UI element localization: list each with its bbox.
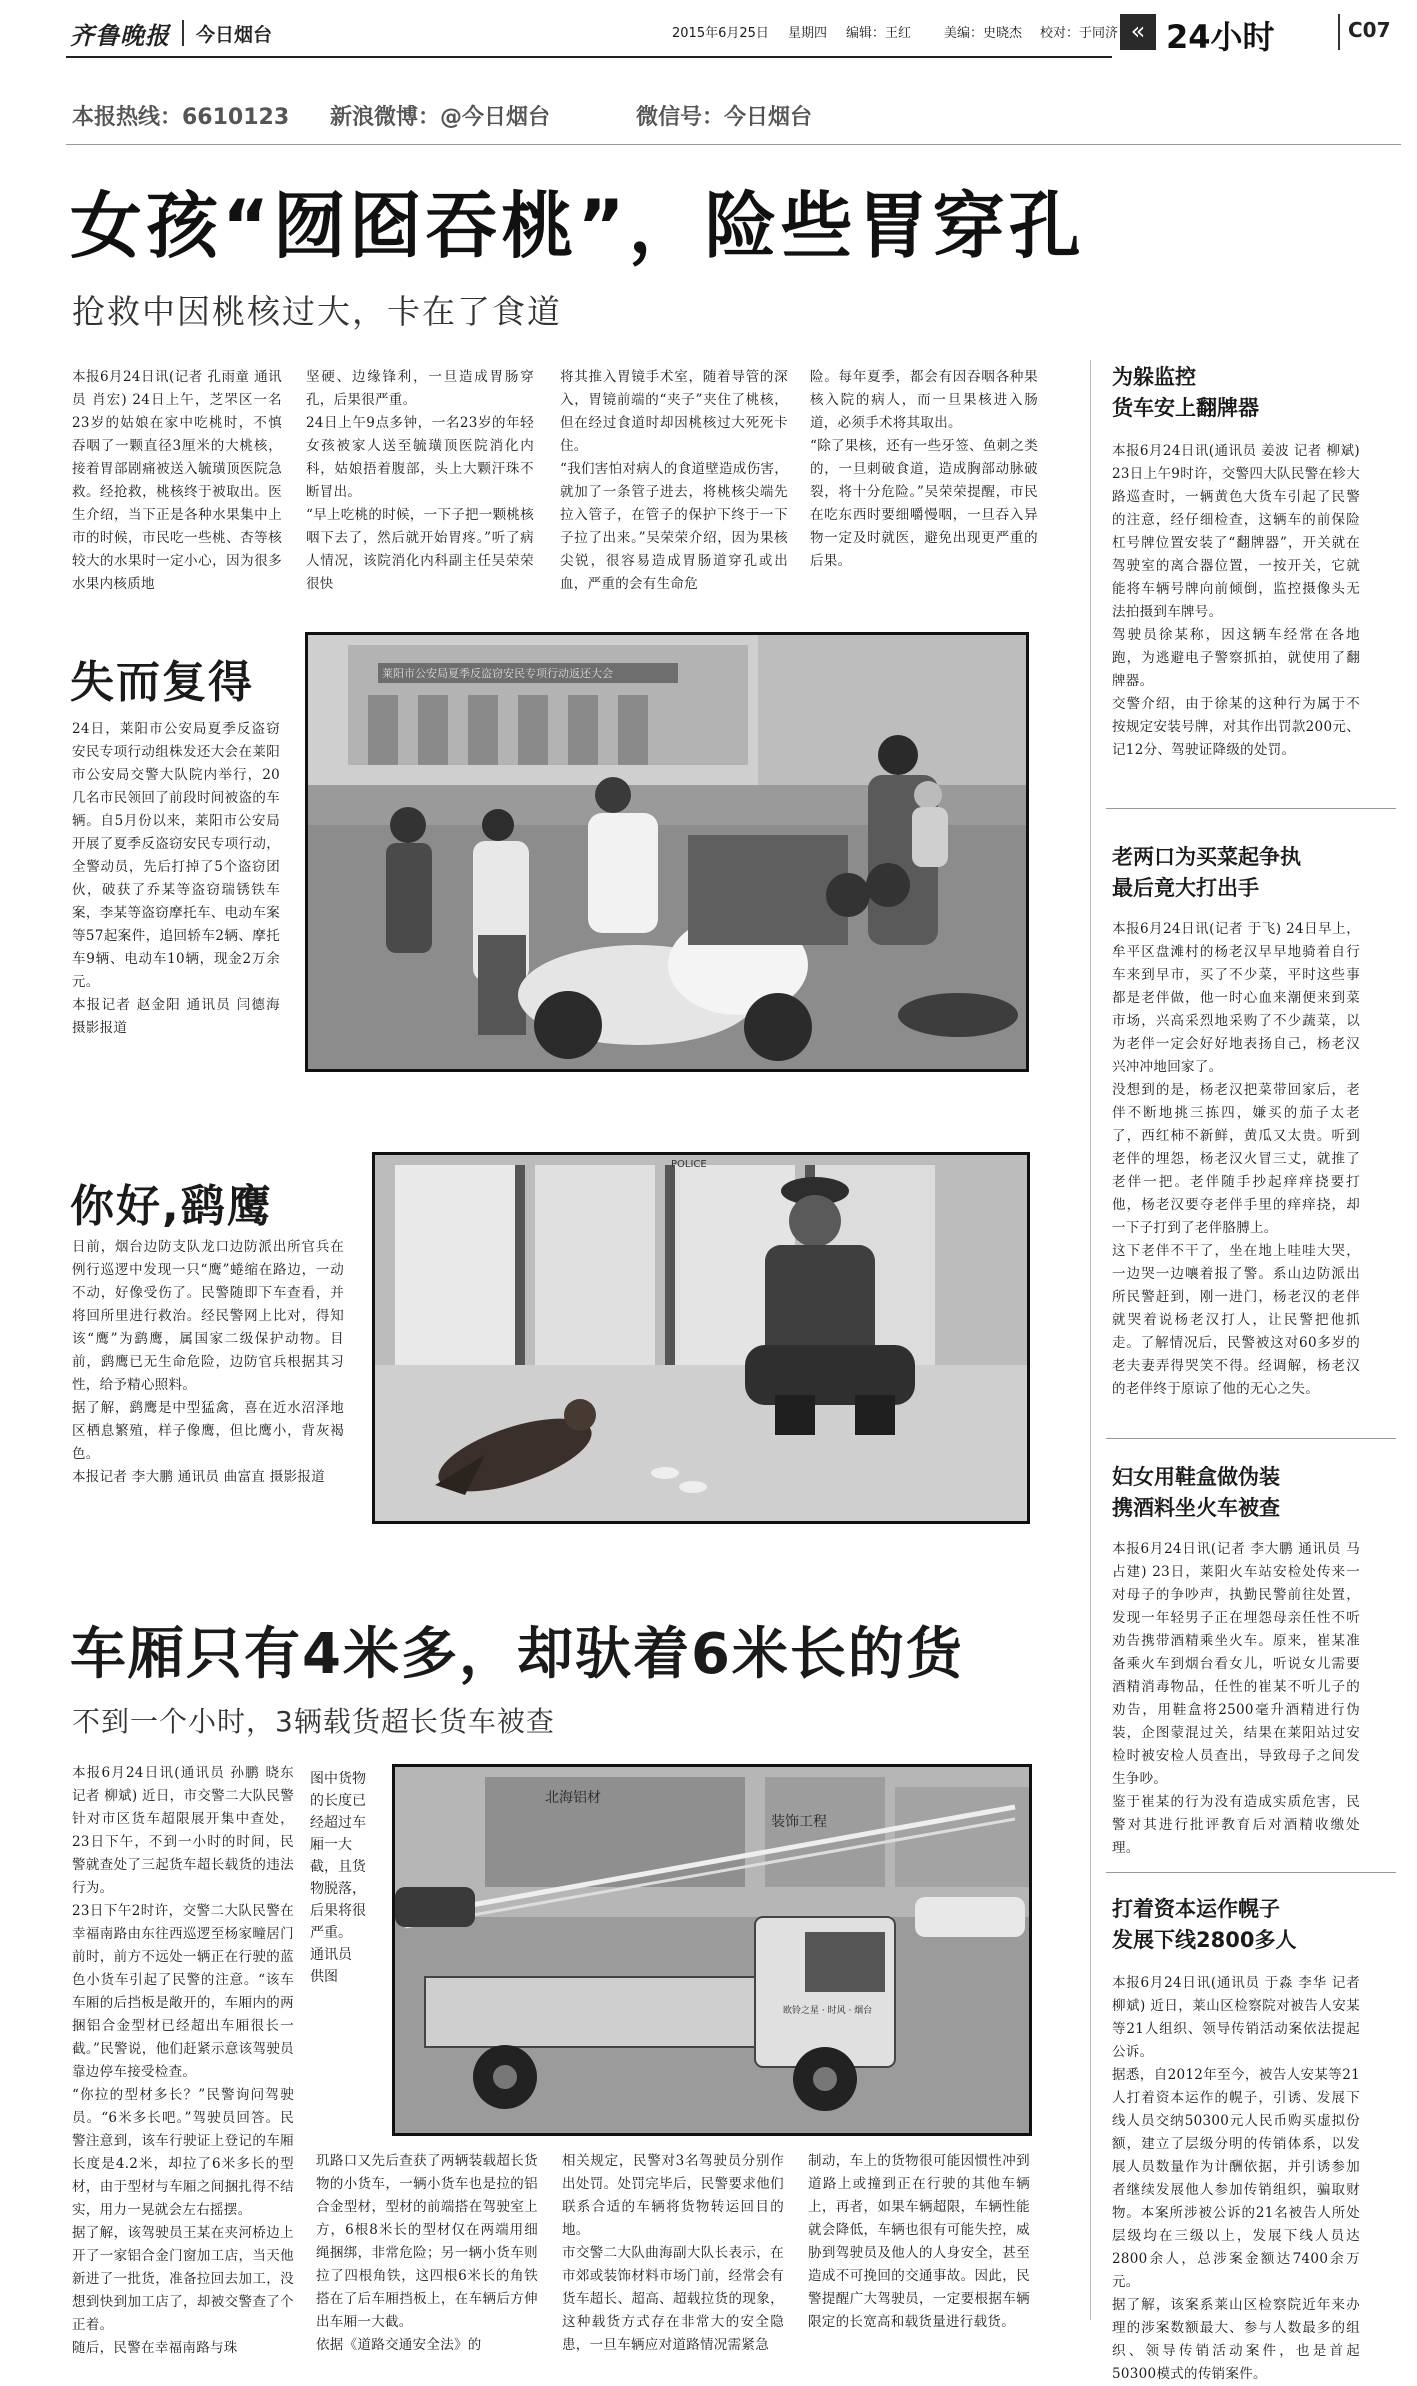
masthead-designer: 美编：史晓杰 <box>944 26 1023 41</box>
wechat: 微信号：今日烟台 <box>636 105 813 130</box>
column-marker-icon: « <box>1120 14 1156 50</box>
story3-body: 日前，烟台边防支队龙口边防派出所官兵在例行巡逻中发现一只“鹰”蜷缩在路边，一动不动，好像受伤了。民警随即下车查看，并将回所里进行救治。经民警网上比对，得知该“鹰”为鹞鹰，属国家二级保护动物。目前，鹞鹰已无生命危险，边防官兵根据其习性，给予精心照料。 据了解，鹞鹰是中型猛禽，喜在近水沼泽地区栖息繁殖，样子像鹰，但比鹰小，背灰褐色。 本报记者 李大鹏 通讯员 曲富直 摄影报道 <box>72 1239 344 1485</box>
sidebar-rule-1 <box>1106 808 1396 809</box>
sidebar-2-headline: 老两口为买菜起争执 最后竟大打出手 <box>1112 845 1301 900</box>
masthead-divider <box>182 20 184 46</box>
column-title: 24小时 <box>1166 18 1275 56</box>
police-hawk-illustration <box>375 1155 1027 1521</box>
sidebar-3-body: 本报6月24日讯(记者 李大鹏 通讯员 马占建) 23日，莱阳火车站安检处传来一对母子的争吵声，执勤民警前往处置，发现一年轻男子正在埋怨母亲任性不听劝告携带酒精乘坐火车。原来，崔某准备乘火车到烟台看女儿，听说女儿需要酒精消毒物品，任性的崔某不听儿子的劝告，用鞋盒将2500毫升酒精进行伪装，企图蒙混过关，结果在莱阳站过安检时被安检人员查出，导致母子之间发生争吵。 鉴于崔某的行为没有造成实质危害，民警对其进行批评教育后对酒精收缴处理。 <box>1112 1541 1360 1856</box>
page-number: C07 <box>1348 18 1391 42</box>
sidebar-4-headline: 打着资本运作幌子 发展下线2800多人 <box>1112 1897 1297 1952</box>
story4-subheadline: 不到一个小时，3辆载货超长货车被查 <box>72 1705 555 1738</box>
story4-column-4: 制动，车上的货物很可能因惯性冲到道路上或撞到正在行驶的其他车辆上，再者，如果车辆超限，车辆性能就会降低，车辆也很有可能失控，威胁到驾驶员及他人的人身安全，甚至造成不可挽回的交通事故。因此，民警提醒广大驾驶员，一定要根据车辆限定的长宽高和载货量进行载货。 <box>808 2153 1030 2330</box>
sidebar-4-body: 本报6月24日讯(通讯员 于淼 李华 记者 柳斌) 近日，莱山区检察院对被告人安某等21人组织、领导传销活动案依法提起公诉。 据悉，自2012年至今，被告人安某等21人打着资本运作的幌子，引诱、发展下线人员交纳50300元人民币购买虚拟份额，建立了层级分明的传销体系，以发展人员数量作为计酬依据，并引诱参加者继续发展他人参加传销组织，骗取财物。本案所涉被公诉的21名被告人所处层级均在三级以上，发展下线人员达2800余人，总涉案金额达7400余万元。 据了解，该案系莱山区检察院近年来办理的涉案数额最大、参与人数最多的组织、领导传销活动案件，也是首起50300模式的传销案件。 <box>1112 1975 1360 2382</box>
story4-photo-sign-1: 北海铝材 <box>545 1790 601 1806</box>
story4-photo-sign-2: 装饰工程 <box>771 1814 827 1830</box>
story1-subheadline: 抢救中因桃核过大，卡在了食道 <box>72 292 562 331</box>
masthead-logo: 齐鲁晚报 <box>70 21 170 50</box>
story3-headline: 你好,鹞鹰 <box>70 1181 273 1232</box>
story1-column-4: 险。每年夏季，都会有因吞咽各种果核入院的病人，而一旦果核进入肠道，必须手术将其取出。 “除了果核，还有一些牙签、鱼刺之类的，一旦刺破食道，造成胸部动脉破裂，将十分危险。”吴荣荣提醒，市民在吃东西时要细嚼慢咽，一旦吞入异物一定及时就医，避免出现更严重的后果。 <box>810 369 1039 569</box>
sidebar-2-body: 本报6月24日讯(记者 于飞) 24日早上，牟平区盘滩村的杨老汉早早地骑着自行车来到早市，买了不少菜，平时这些事都是老伴做，他一时心血来潮便来到菜市场，兴高采烈地采购了不少蔬菜，以为老伴一定会好好地表扬自己，杨老汉兴冲冲地回家了。 没想到的是，杨老汉把菜带回家后，老伴不断地挑三拣四，嫌买的茄子太老了，西红柿不新鲜，黄瓜又太贵。听到老伴的埋怨，杨老汉火冒三丈，就推了老伴一把。老伴随手抄起痒痒挠要打他，杨老汉要夺老伴手里的痒痒挠，却一下子打到了老伴胳膊上。 这下老伴不干了，坐在地上哇哇大哭，一边哭一边嚷着报了警。系山边防派出所民警赶到，刚一进门，杨老汉的老伴就哭着说杨老汉打人，让民警把他抓走。了解情况后，民警被这对60多岁的老夫妻弄得哭笑不得。经调解，杨老汉的老伴终于原谅了他的无心之失。 <box>1112 921 1360 1397</box>
story4-photo-caption <box>310 1768 370 1988</box>
masthead-page-divider <box>1338 14 1340 50</box>
story2-photo-crowd-bikes <box>305 632 1029 1072</box>
story4-column-3: 相关规定，民警对3名驾驶员分别作出处罚。处罚完毕后，民警要求他们联系合适的车辆将货物转运回目的地。 市交警二大队曲海副大队长表示，在市郊或装饰材料市场门前，经常会有货车超长、超高、超载拉货的现象，这种载货方式存在非常大的安全隐患，一旦车辆应对道路情况需紧急 <box>562 2153 784 2353</box>
story1-column-3: 将其推入胃镜手术室，随着导管的深入，胃镜前端的“夹子”夹住了桃核，但在经过食道时却因桃核过大死死卡住。 “我们害怕对病人的食道壁造成伤害，就加了一条管子进去，将桃核尖端先拉入管子，在管子的保护下终于一下子拉了出来。”吴荣荣介绍，因为果核尖锐，很容易造成胃肠道穿孔或出血，严重的会有生命危 <box>560 369 789 592</box>
story4-headline: 车厢只有4米多，却驮着6米长的货 <box>70 1622 964 1687</box>
story3-photo-door-sign: POLICE <box>671 1159 707 1170</box>
story4-column-1: 本报6月24日讯(通讯员 孙鹏 晓东 记者 柳斌) 近日，市交警二大队民警针对市区货车超限展开集中查处，23日下午，不到一小时的时间，民警就查处了三起货车超长载货的违法行为。 23日下午2时许，交警二大队民警在幸福南路由东往西巡逻至杨家疃居门前时，前方不远处一辆正在行驶的蓝色小货车引起了民警的注意。“该车车厢的后挡板是敞开的，车厢内的两捆铝合金型材已经超出车厢很长一截。”民警说，他们赶紧示意该驾驶员靠边停车接受检查。 “你拉的型材多长？”民警询问驾驶员。“6米多长吧。”驾驶员回答。民警注意到，该车行驶证上登记的车厢长度是4.2米，却拉了6米多长的型材，由于型材与车厢之间捆扎得不结实，用力一晃就会左右摇摆。 据了解，该驾驶员王某在夹河桥边上开了一家铝合金门窗加工店，当天他新进了一批货，准备拉回去加工，没想到快到加工店了，却被交警查了个正着。 随后，民警在幸福南路与珠 <box>72 1765 294 2356</box>
story4-column-2: 玑路口又先后查获了两辆装载超长货物的小货车，一辆小货车也是拉的铝合金型材，型材的前端搭在驾驶室上方，6根8米长的型材仅在两端用细绳捆绑，非常危险；另一辆小货车则拉了四根角铁，这四根6米长的角铁搭在了后车厢挡板上，在车辆后方伸出车厢一大截。 依据《道路交通安全法》的 <box>316 2153 538 2353</box>
story1-column-2: 坚硬、边缘锋利，一旦造成胃肠穿孔，后果很严重。 24日上午9点多钟，一名23岁的年轻女孩被家人送至毓璜顶医院消化内科，姑娘捂着腹部，头上大颗汗珠不断冒出。 “早上吃桃的时候，一下子把一颗桃核咽下去了，然后就开始胃疼。”听了病人情况，该院消化内科副主任吴荣荣很快 <box>306 369 535 592</box>
sidebar-rule-2 <box>1106 1438 1396 1439</box>
story4-caption-text: 图中货物的长度已经超过车厢一大截，且货物脱落，后果将很严重。 通讯员 供图 <box>310 1771 366 1985</box>
weibo: 新浪微博：@今日烟台 <box>330 105 551 130</box>
story3-photo-police-hawk <box>372 1152 1030 1524</box>
sidebar-1-body: 本报6月24日讯(通讯员 姜波 记者 柳斌) 23日上午9时许，交警四大队民警在轸大路巡查时，一辆黄色大货车引起了民警的注意，经仔细检查，这辆车的前保险杠号牌位置安装了“翻牌器”，开关就在驾驶室的离合器位置，一按开关，它就能将车辆号牌向前倾倒，监控摄像头无法拍摄到车牌号。 驾驶员徐某称，因这辆车经常在各地跑，为逃避电子警察抓拍，就使用了翻牌器。 交警介绍，由于徐某的这种行为属于不按规定安装号牌，对其作出罚款200元、记12分、驾驶证降级的处罚。 <box>1112 443 1360 758</box>
contact-rule <box>66 144 1401 145</box>
story4-photo-truck <box>392 1764 1032 2136</box>
crowd-bikes-illustration <box>308 635 1026 1069</box>
story2-body: 24日，莱阳市公安局夏季反盗窃安民专项行动组株发还大会在莱阳市公安局交警大队院内举行，20几名市民领回了前段时间被盗的车辆。自5月份以来，莱阳市公安局开展了夏季反盗窃安民专项行动，全警动员，先后打掉了5个盗窃团伙，破获了乔某等盗窃瑞锈铁车案，李某等盗窃摩托车、电动车案等57起案件，追回轿车2辆、摩托车9辆、电动车10辆，现金2万余元。 本报记者 赵金阳 通讯员 闫德海 摄影报道 <box>72 721 280 1036</box>
sidebar-3-headline: 妇女用鞋盒做伪装 携酒料坐火车被查 <box>1112 1465 1280 1520</box>
truck-illustration <box>395 1767 1029 2133</box>
sidebar-divider <box>1090 360 1091 2320</box>
sidebar-rule-3 <box>1106 1872 1396 1873</box>
masthead <box>0 0 1417 60</box>
sidebar-1-headline: 为躲监控 货车安上翻牌器 <box>1112 365 1259 420</box>
masthead-proofreader: 校对：于同济 <box>1040 26 1119 41</box>
masthead-rule <box>66 56 1112 58</box>
masthead-editor: 编辑：王红 <box>846 26 912 41</box>
masthead-section: 今日烟台 <box>196 24 273 46</box>
story2-photo-building-sign: 莱阳市公安局夏季反盗窃安民专项行动返还大会 <box>382 667 613 680</box>
story4-photo-truck-door: 欧铃之星 · 时风 · 烟台 <box>783 2006 873 2016</box>
masthead-weekday: 星期四 <box>788 26 828 41</box>
hotline: 本报热线：6610123 <box>72 105 290 130</box>
story1-headline: 女孩“囫囵吞桃”，险些胃穿孔 <box>70 184 1085 268</box>
story1-column-1: 本报6月24日讯(记者 孔雨童 通讯员 肖宏) 24日上午，芝罘区一名23岁的姑娘在家中吃桃时，不慎吞咽了一颗直径3厘米的大桃核，接着胃部剧痛被送入毓璜顶医院急救。经抢救，桃核终于被取出。医生介绍，当下正是各种水果集中上市的时候，市民吃一些桃、杏等核较大的水果时一定小心，因为很多水果内核质地 <box>72 369 282 592</box>
story2-headline: 失而复得 <box>70 657 254 708</box>
masthead-date: 2015年6月25日 <box>672 26 769 41</box>
